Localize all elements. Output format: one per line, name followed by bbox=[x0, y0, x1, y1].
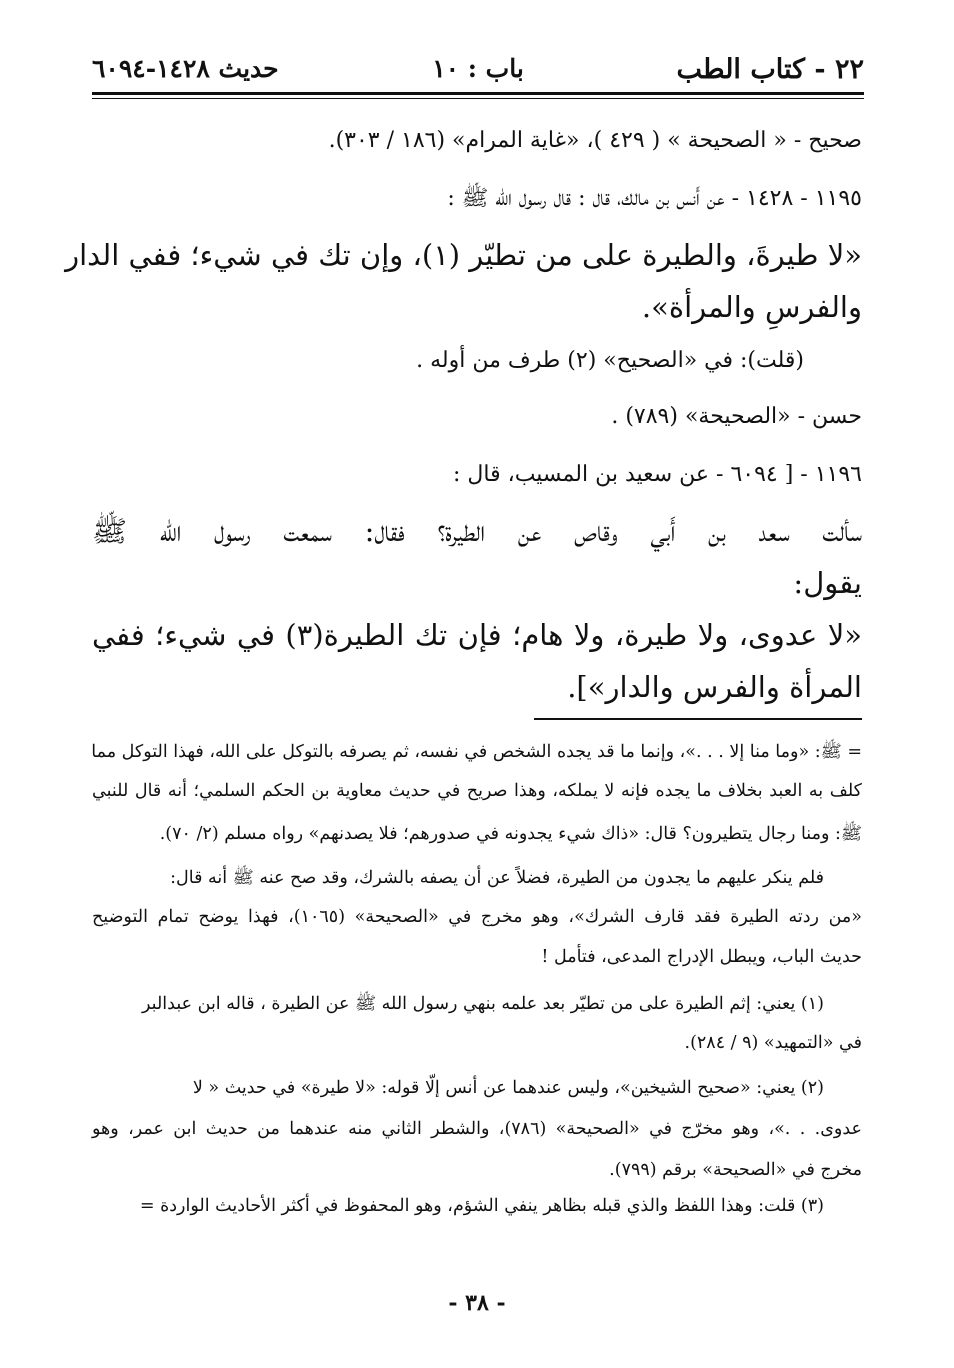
hadith-1196-intro: ١١٩٦ - [ ٦٠٩٤ - عن سعيد بن المسيب، قال : bbox=[452, 462, 862, 487]
hadith-1196-text-2: يقول: bbox=[793, 566, 862, 600]
footnote-line: ﷺ: ومنا رجال يتطيرون؟ قال: «ذاك شيء يجدونه في صدورهم؛ فلا يصدنهم» رواه مسلم (٢/ ٧٠). bbox=[159, 824, 862, 844]
footnote-line: = ﷺ: «وما منا إلا . . .»، وإنما ما قد يجده الشخص في نفسه، ثم يصرفه بالتوكل على الله، فهذا التوكل مما bbox=[91, 742, 862, 762]
footnote-line: فلم ينكر عليهم ما يجدون من الطيرة، فضلاً عن أن يصفه بالشرك، وقد صح عنه ﷺ أنه قال: bbox=[170, 868, 824, 888]
footnote-2: (٢) يعني: «صحيح الشيخين»، وليس عندهما عن أنس إلّا قوله: «لا طيرة» في حديث « لا bbox=[192, 1078, 824, 1098]
book-title: ٢٢ - كتاب الطب bbox=[676, 54, 864, 85]
page-header bbox=[92, 50, 864, 90]
footnote-3: (٣) قلت: وهذا اللفظ والذي قبله بظاهر ينفي الشؤم، وهو المحفوظ في أكثر الأحاديث الواردة = bbox=[139, 1196, 824, 1216]
grading-line-2: حسن - «الصحيحة» (٧٨٩) . bbox=[611, 404, 862, 429]
footnote-2-cont: مخرج في «الصحيحة» برقم (٧٩٩). bbox=[609, 1160, 862, 1180]
grading-line-1: صحيح - « الصحيحة » ( ٤٢٩ )، «غاية المرام» (١٨٦ / ٣٠٣). bbox=[328, 128, 862, 153]
hadith-1196-text-4: المرأة والفرس والدار»]. bbox=[567, 670, 862, 704]
hadith-1195-intro: ١١٩٥ - ١٤٢٨ - عن أَنس بن مالك، قال : قال رسول الله ﷺ : bbox=[447, 186, 862, 211]
header-rule-thick bbox=[92, 92, 864, 95]
footnote-1-cont: في «التمهيد» (٩ / ٢٨٤). bbox=[684, 1033, 862, 1053]
hadith-1195-text-1: «لا طيرةَ، والطيرة على من تطيّر (١)، وإن تك في شيء؛ ففي الدار bbox=[65, 238, 862, 272]
footnote-line: كلف به العبد بخلاف ما يجده فإنه لا يملكه، وهذا صريح في حديث معاوية بن الحكم السلمي؛ أنه قال للنبي bbox=[92, 781, 862, 801]
page-number: - ٣٨ - bbox=[448, 1290, 506, 1316]
hadith-1196-text-1: سألت سعد بن أَبي وقاص عن الطيرة؟ فقال: سمعت رسول الله ﷺ bbox=[92, 514, 862, 548]
footnote-line: «من ردته الطيرة فقد قارف الشرك»، وهو مخرج في «الصحيحة» (١٠٦٥)، فهذا يوضح تمام التوضيح bbox=[92, 907, 862, 927]
note-line: (قلت): في «الصحيح» (٢) طرف من أوله . bbox=[416, 348, 804, 373]
footnote-separator bbox=[534, 718, 862, 720]
hadith-1195-text-2: والفرسِ والمرأة». bbox=[641, 290, 862, 324]
footnote-line: حديث الباب، ويبطل الإدراج المدعى، فتأمل ! bbox=[541, 947, 862, 967]
hadith-1196-text-3: «لا عدوى، ولا طيرة، ولا هام؛ فإن تك الطيرة(٣) في شيء؛ ففي bbox=[92, 618, 862, 652]
hadith-range: حديث ١٤٢٨-٦٠٩٤ bbox=[92, 54, 279, 83]
footnote-2-cont: عدوى. . .»، وهو مخرّج في «الصحيحة» (٧٨٦)، والشطر الثاني منه عندهما من حديث ابن عمر، وهو bbox=[92, 1119, 862, 1139]
header-rule-thin bbox=[92, 98, 864, 99]
footnote-1: (١) يعني: إثم الطيرة على من تطيّر بعد علمه بنهي رسول الله ﷺ عن الطيرة ، قاله ابن عبدالبر bbox=[142, 994, 824, 1014]
chapter-label: باب : ١٠ bbox=[432, 54, 524, 83]
